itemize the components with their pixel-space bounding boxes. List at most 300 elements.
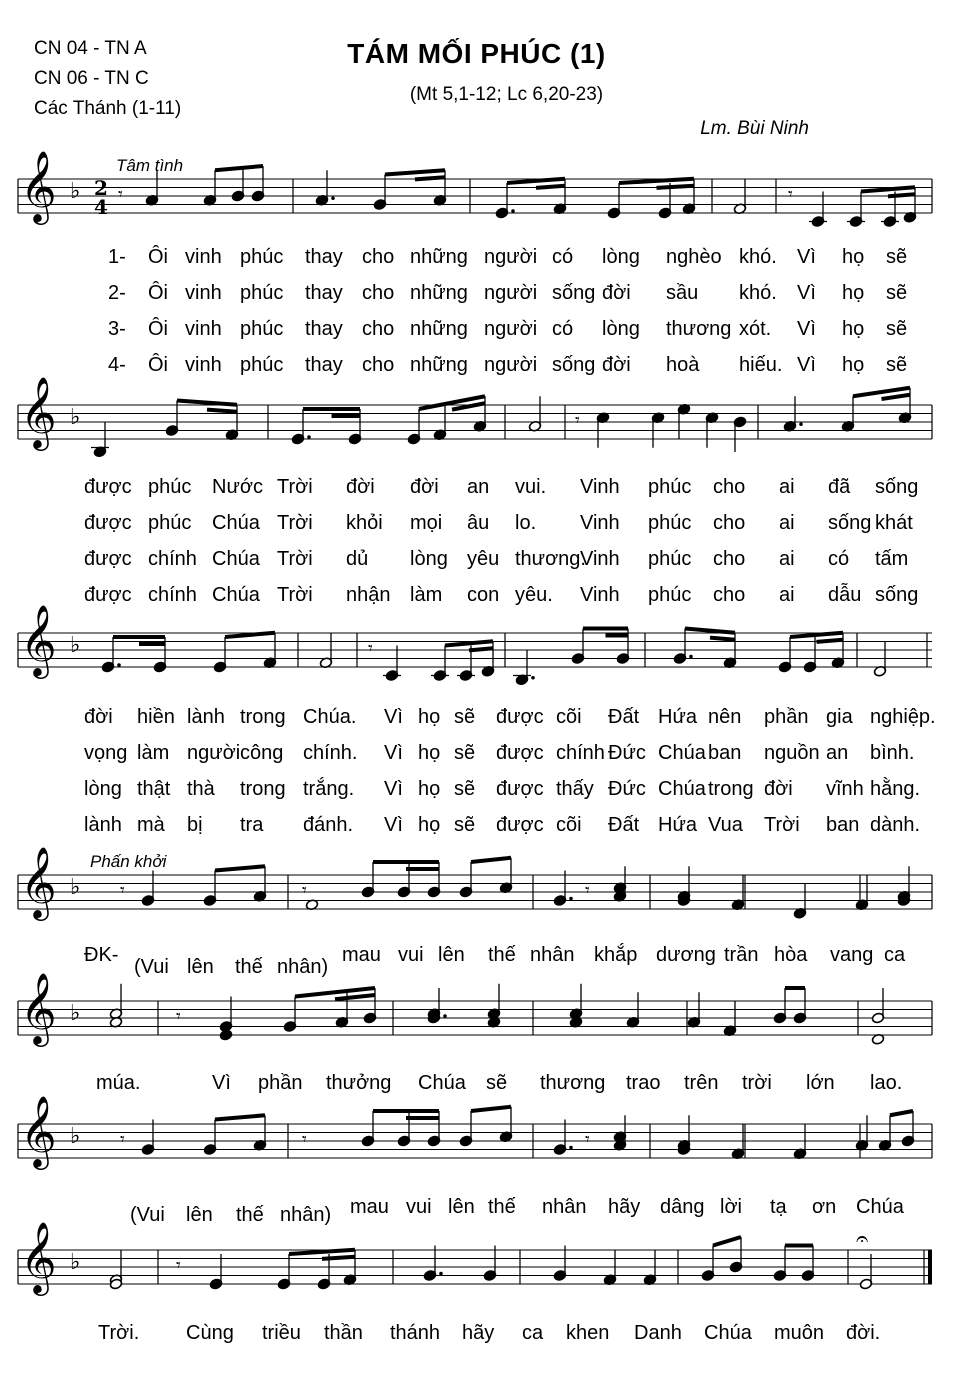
note-beam: [177, 401, 237, 405]
lyric-word: họ: [418, 742, 441, 764]
lyric-word: Vì: [384, 814, 403, 836]
lyric-word: họ: [842, 282, 865, 304]
lyric-line: [0, 476, 953, 504]
lyric-word: vĩnh: [826, 778, 864, 800]
lyric-word: cho: [362, 282, 395, 304]
lyric-word: muôn: [774, 1322, 825, 1344]
lyric-word: được: [84, 512, 132, 534]
lyric-word: phúc: [648, 548, 692, 570]
verse-number: 3-: [108, 318, 126, 340]
lyric-line: [0, 354, 953, 382]
lyric-word: tra: [240, 814, 264, 836]
lyric-word: được: [496, 814, 544, 836]
lyric-word: nhân: [542, 1196, 587, 1218]
lyric-word: lòng: [602, 318, 640, 340]
lyric-word: đánh.: [303, 814, 354, 836]
lyric-word: phúc: [240, 318, 284, 340]
lyric-word: ai: [779, 476, 795, 498]
lyric-word: được: [496, 778, 544, 800]
note-beam: [452, 403, 485, 409]
lyric-word: Trời: [277, 584, 313, 606]
note-dot: [439, 1272, 443, 1276]
note-beam: [385, 170, 445, 174]
lyric-word: thật: [137, 778, 171, 800]
lyric-line: [0, 282, 953, 310]
lyric-word: Vì: [797, 318, 816, 340]
lyric-word: hiền: [137, 706, 175, 728]
lyric-word: sống: [552, 354, 596, 376]
key-flat: ♭: [70, 178, 81, 204]
lyric-word: ai: [779, 512, 795, 534]
lyric-word: múa.: [96, 1072, 141, 1094]
lyric-word: khỏi: [346, 512, 383, 534]
note-beam: [469, 648, 493, 650]
lyric-word: hãy: [462, 1322, 495, 1344]
lyric-word: Chúa: [212, 548, 260, 570]
lyric-word: sẽ: [454, 814, 476, 836]
note-beam: [322, 1257, 355, 1259]
lyric-word: hoà: [666, 354, 700, 376]
lyric-line: [0, 584, 953, 612]
lyric-word: cho: [362, 354, 395, 376]
note-beam: [890, 1111, 913, 1115]
liturgy-line: CN 06 - TN C: [34, 68, 149, 89]
treble-clef: 𝄞: [20, 1220, 57, 1293]
lyric-word: vui.: [515, 476, 547, 498]
note-beam: [888, 194, 915, 196]
lyric-word: Vì: [797, 354, 816, 376]
lyric-word: (Vui: [130, 1204, 165, 1226]
lyric-word: phúc: [148, 512, 192, 534]
lyric-word: phúc: [240, 354, 284, 376]
lyric-word: nên: [708, 706, 742, 728]
key-flat: ♭: [70, 404, 81, 430]
lyric-word: chính.: [303, 742, 358, 764]
lyric-word: đời.: [846, 1322, 881, 1344]
lyric-word: an: [826, 742, 849, 764]
lyric-line: [0, 814, 953, 842]
eighth-rest: 𝄾: [302, 880, 307, 901]
lyric-word: đã: [828, 476, 851, 498]
lyric-word: cho: [713, 584, 746, 606]
lyric-word: Cùng: [186, 1322, 234, 1344]
lyric-word: khắp: [594, 944, 638, 966]
lyric-word: họ: [842, 246, 865, 268]
lyric-word: Vì: [384, 742, 403, 764]
eighth-rest: 𝄾: [788, 184, 793, 205]
lyric-word: Chúa: [212, 584, 260, 606]
lyric-line: [0, 318, 953, 346]
composer: Lm. Bùi Ninh: [700, 118, 809, 139]
lyric-word: dương: [656, 944, 716, 966]
lyric-word: cho: [713, 512, 746, 534]
note-dot: [689, 655, 693, 659]
lyric-word: được: [496, 742, 544, 764]
lyric-word: đời: [764, 778, 793, 800]
lyric-word: lao.: [870, 1072, 903, 1094]
lyric-word: người: [484, 246, 538, 268]
lyric-word: lớn: [806, 1072, 835, 1094]
note-beam: [415, 177, 445, 179]
lyric-word: tấm: [875, 548, 909, 570]
lyric-word: tạ: [770, 1196, 787, 1218]
lyric-word: sẽ: [886, 354, 908, 376]
lyric-word: cõi: [556, 706, 582, 728]
note-dot: [569, 897, 573, 901]
lyric-word: Ôi: [148, 282, 168, 304]
lyric-word: phúc: [240, 246, 284, 268]
lyric-word: chính: [556, 742, 605, 764]
lyric-word: thay: [305, 318, 343, 340]
lyric-line: [0, 1072, 953, 1100]
lyric-word: khen: [566, 1322, 610, 1344]
treble-clef: 𝄞: [20, 149, 57, 222]
lyric-word: khó.: [739, 282, 777, 304]
lyric-word: người: [484, 282, 538, 304]
lyric-word: họ: [418, 814, 441, 836]
note-beam: [536, 186, 565, 188]
lyric-word: lành: [84, 814, 122, 836]
lyric-line: [0, 548, 953, 576]
lyric-word: Đất: [608, 814, 640, 836]
lyric-word: mà: [137, 814, 165, 836]
note-dot: [117, 663, 121, 667]
lyric-word: thấy: [556, 778, 594, 800]
lyric-word: làm: [137, 742, 170, 764]
lyric-word: họ: [842, 354, 865, 376]
lyric-word: hiếu.: [739, 354, 783, 376]
lyric-word: trắng.: [303, 778, 355, 800]
key-flat: ♭: [70, 1249, 81, 1275]
lyric-word: chính: [148, 584, 197, 606]
lyric-word: phúc: [240, 282, 284, 304]
lyric-word: Trời: [277, 548, 313, 570]
lyric-word: được: [84, 584, 132, 606]
lyric-word: lo.: [515, 512, 537, 534]
note-beam: [685, 629, 735, 633]
lyric-word: vinh: [185, 282, 222, 304]
lyric-word: yêu.: [515, 584, 553, 606]
lyric-word: sẽ: [486, 1072, 508, 1094]
lyric-word: có: [828, 548, 850, 570]
note-beam: [471, 1107, 511, 1111]
liturgy-line: CN 04 - TN A: [34, 38, 147, 59]
lyric-word: Đức: [608, 742, 646, 764]
lyric-word: nhân: [530, 944, 575, 966]
lyric-word: mau: [342, 944, 381, 966]
lyric-word: trao: [626, 1072, 661, 1094]
lyric-word: thay: [305, 246, 343, 268]
lyric-word: phúc: [648, 476, 692, 498]
lyric-word: lòng: [602, 246, 640, 268]
key-flat: ♭: [70, 874, 81, 900]
lyric-word: Vì: [797, 282, 816, 304]
lyric-word: lòng: [410, 548, 448, 570]
lyric-word: cho: [362, 246, 395, 268]
lyric-word: những: [410, 318, 468, 340]
lyric-word: trong: [240, 706, 286, 728]
note-dot: [331, 196, 335, 200]
lyric-word: trong: [240, 778, 286, 800]
lyric-word: Trời: [277, 512, 313, 534]
lyric-word: hòa: [774, 944, 808, 966]
liturgy-line: Các Thánh (1-11): [34, 98, 182, 119]
lyric-word: nhận: [346, 584, 391, 606]
lyric-word: thay: [305, 354, 343, 376]
treble-clef: 𝄞: [20, 971, 57, 1044]
lyric-word: ơn: [812, 1196, 837, 1218]
treble-clef: 𝄞: [20, 375, 57, 448]
lyric-word: Chúa: [856, 1196, 904, 1218]
lyric-word: vui: [398, 944, 424, 966]
note-beam: [471, 858, 511, 862]
lyric-word: Chúa.: [303, 706, 357, 728]
lyric-word: (Vui: [134, 956, 169, 978]
eighth-rest: 𝄾: [176, 1006, 181, 1027]
eighth-rest: 𝄾: [120, 1129, 125, 1150]
lyric-word: đời: [346, 476, 375, 498]
note-dot: [531, 676, 535, 680]
note-dot: [511, 209, 515, 213]
note-head: [219, 1029, 232, 1041]
note-dot: [307, 435, 311, 439]
lyric-word: sống: [875, 584, 919, 606]
lyric-word: thế: [236, 1204, 264, 1226]
lyric-word: Danh: [634, 1322, 682, 1344]
lyric-word: ai: [779, 584, 795, 606]
verse-number: 2-: [108, 282, 126, 304]
lyric-word: Vì: [384, 778, 403, 800]
eighth-rest: 𝄾: [585, 1129, 590, 1150]
note-beam: [657, 186, 695, 188]
lyric-word: ca: [884, 944, 906, 966]
lyric-word: Nước: [212, 476, 263, 498]
lyric-word: họ: [842, 318, 865, 340]
note-beam: [215, 166, 263, 170]
eighth-rest: 𝄾: [120, 880, 125, 901]
lyric-word: ai: [779, 548, 795, 570]
lyric-word: thương: [540, 1072, 606, 1094]
fermata: 𝄐: [856, 1227, 869, 1252]
lyric-word: Chúa: [658, 778, 706, 800]
lyric-word: họ: [418, 778, 441, 800]
lyric-word: phúc: [648, 584, 692, 606]
note-beam: [713, 1237, 741, 1246]
lyric-word: vinh: [185, 354, 222, 376]
lyric-word: vọng: [84, 742, 128, 764]
note-beam: [882, 395, 911, 399]
lyric-word: thương: [666, 318, 732, 340]
lyric-word: vinh: [185, 318, 222, 340]
verse-number: 4-: [108, 354, 126, 376]
lyric-word: ban: [826, 814, 860, 836]
lyric-word: sẽ: [886, 246, 908, 268]
lyric-line: [0, 1322, 953, 1350]
lyric-word: Vinh: [580, 512, 620, 534]
lyric-word: Chúa: [658, 742, 706, 764]
lyric-word: ban: [708, 742, 742, 764]
lyric-word: chính: [148, 548, 197, 570]
lyric-line: [0, 742, 953, 770]
eighth-rest: 𝄾: [118, 184, 123, 205]
lyric-word: những: [410, 282, 468, 304]
lyric-word: bị: [187, 814, 203, 836]
lyric-word: lời: [720, 1196, 743, 1218]
lyric-word: đời: [410, 476, 439, 498]
lyric-word: làm: [410, 584, 443, 606]
lyric-line: [0, 1196, 953, 1224]
lyric-word: Ôi: [148, 246, 168, 268]
refrain-label: ĐK-: [84, 944, 119, 966]
lyric-word: nghiệp.: [870, 706, 936, 728]
note-beam: [710, 638, 735, 640]
lyric-line: [0, 944, 953, 972]
lyric-word: ca: [522, 1322, 544, 1344]
lyric-word: thế: [488, 1196, 516, 1218]
note-beam: [817, 640, 844, 642]
lyric-word: xót.: [739, 318, 772, 340]
note-dot: [569, 1146, 573, 1150]
lyric-word: lòng: [84, 778, 122, 800]
lyric-word: Chúa: [418, 1072, 466, 1094]
lyric-word: lành: [187, 706, 225, 728]
lyric-word: Vì: [384, 706, 403, 728]
lyric-word: Vì: [797, 246, 816, 268]
lyric-word: trong: [708, 778, 754, 800]
lyric-word: đời: [84, 706, 113, 728]
lyric-word: phần: [258, 1072, 303, 1094]
lyric-word: vinh: [185, 246, 222, 268]
lyric-word: sống: [828, 512, 872, 534]
song-title: TÁM MỐI PHÚC (1): [347, 38, 606, 69]
note-beam: [335, 995, 375, 999]
lyric-word: hằng.: [870, 778, 921, 800]
lyric-word: hãy: [608, 1196, 641, 1218]
lyric-word: những: [410, 354, 468, 376]
verse-number: 1-: [108, 246, 126, 268]
lyric-word: Vinh: [580, 476, 620, 498]
lyric-word: thế: [235, 956, 263, 978]
lyric-word: mọi: [410, 512, 443, 534]
lyric-line: [0, 778, 953, 806]
lyric-word: triều: [262, 1322, 301, 1344]
lyric-word: nguồn: [764, 742, 820, 764]
lyric-word: Hứa: [658, 814, 697, 836]
lyric-word: dành.: [870, 814, 921, 836]
eighth-rest: 𝄾: [176, 1255, 181, 1276]
lyric-word: Ôi: [148, 318, 168, 340]
lyric-word: dâng: [660, 1196, 705, 1218]
time-signature-top: 2: [94, 176, 108, 200]
lyric-word: Vinh: [580, 548, 620, 570]
lyric-word: những: [410, 246, 468, 268]
key-flat: ♭: [70, 1123, 81, 1149]
lyric-word: bình.: [870, 742, 915, 764]
lyric-word: an: [467, 476, 490, 498]
key-flat: ♭: [70, 1000, 81, 1026]
lyric-word: người: [484, 354, 538, 376]
lyric-word: gia: [826, 706, 853, 728]
treble-clef: 𝄞: [20, 1094, 57, 1167]
eighth-rest: 𝄾: [302, 1129, 307, 1150]
lyric-word: lên: [186, 1204, 213, 1226]
lyric-line: [0, 246, 953, 274]
lyric-word: được: [84, 548, 132, 570]
eighth-rest: 𝄾: [585, 880, 590, 901]
lyric-word: công: [240, 742, 284, 764]
lyric-word: có: [552, 246, 574, 268]
lyric-word: sẽ: [886, 282, 908, 304]
lyric-word: cho: [713, 476, 746, 498]
key-flat: ♭: [70, 632, 81, 658]
note-beam: [215, 1115, 265, 1119]
note-dot: [443, 1014, 447, 1018]
lyric-word: Vua: [708, 814, 743, 836]
lyric-word: Trời.: [98, 1322, 140, 1344]
lyric-word: Đức: [608, 778, 646, 800]
lyric-word: yêu: [467, 548, 500, 570]
lyric-word: con: [467, 584, 500, 606]
lyric-word: sẽ: [454, 706, 476, 728]
lyric-word: sống: [875, 476, 919, 498]
lyric-word: cho: [713, 548, 746, 570]
lyric-line: [0, 706, 953, 734]
lyric-word: lên: [438, 944, 465, 966]
note-dot: [799, 422, 803, 426]
lyric-word: người: [187, 742, 241, 764]
lyric-word: đời: [602, 282, 631, 304]
lyric-word: họ: [418, 706, 441, 728]
lyric-word: thương.: [515, 548, 586, 570]
lyric-word: phúc: [148, 476, 192, 498]
lyric-word: nhân): [280, 1204, 332, 1226]
lyric-word: Trời: [764, 814, 800, 836]
lyric-word: người: [484, 318, 538, 340]
tempo-marking: Tâm tình: [116, 156, 184, 175]
lyric-word: nhân): [277, 956, 329, 978]
lyric-word: âu: [467, 512, 490, 534]
treble-clef: 𝄞: [20, 845, 57, 918]
tempo-marking: Phấn khởi: [90, 852, 167, 871]
lyric-word: sẽ: [886, 318, 908, 340]
lyric-word: trên: [684, 1072, 719, 1094]
lyric-word: đời: [602, 354, 631, 376]
final-bar-thick: [928, 1250, 932, 1284]
lyric-word: có: [552, 318, 574, 340]
treble-clef: 𝄞: [20, 603, 57, 676]
lyric-word: được: [84, 476, 132, 498]
note-beam: [207, 410, 237, 412]
lyric-word: Đất: [608, 706, 640, 728]
lyric-word: phần: [764, 706, 809, 728]
lyric-word: Vinh: [580, 584, 620, 606]
lyric-word: được: [496, 706, 544, 728]
lyric-word: sầu: [666, 282, 699, 304]
lyric-word: Chúa: [704, 1322, 752, 1344]
lyric-line: [0, 512, 953, 540]
lyric-word: khó.: [739, 246, 777, 268]
lyric-word: thưởng: [326, 1072, 392, 1094]
lyric-word: dủ: [346, 548, 369, 570]
lyric-word: cõi: [556, 814, 582, 836]
lyric-word: Trời: [277, 476, 313, 498]
lyric-word: lên: [448, 1196, 475, 1218]
eighth-rest: 𝄾: [368, 638, 373, 659]
lyric-word: vang: [830, 944, 874, 966]
lyric-word: Ôi: [148, 354, 168, 376]
lyric-word: lên: [187, 956, 214, 978]
lyric-word: Chúa: [212, 512, 260, 534]
